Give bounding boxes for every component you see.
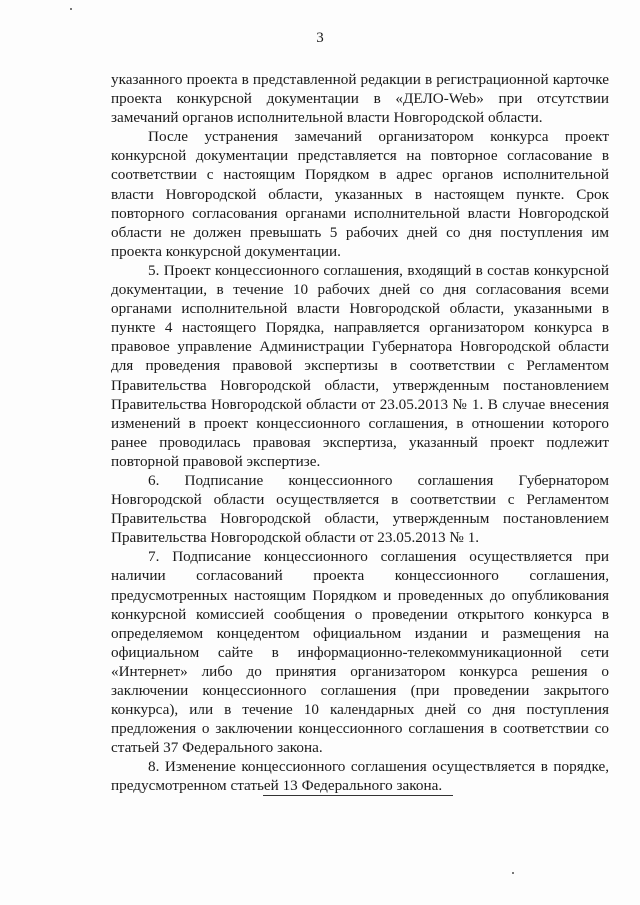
scan-speck: [70, 8, 72, 10]
paragraph-1: указанного проекта в представленной редакции в регистрационной карточке проекта конкурсной документации в «ДЕЛО-Web» при отсутствии замечаний органов исполнительной власти Новгородской области.: [111, 71, 609, 127]
page-number: 3: [316, 30, 324, 46]
scan-speck: [512, 872, 514, 874]
paragraph-item-7: 7. Подписание концессионного соглашения осуществляется при наличии согласований проекта концессионного соглашения, предусмотренных настоящим Порядком и проведенных до опубликования конкурсной комиссией сообщения о проведении открытого конкурса в определяемом концедентом официальном издании и размещения на официальном сайте в информационно-телекоммуникационной сети «Интернет» либо до принятия организатором конкурса решения о заключении концессионного соглашения (при проведении закрытого конкурса), или в течение 10 календарных дней со дня поступления предложения о заключении концессионного соглашения в соответствии со статьей 37 Федерального закона.: [111, 548, 609, 757]
end-of-document-rule: [263, 795, 453, 796]
document-body: [111, 70, 609, 796]
paragraph-item-6: 6. Подписание концессионного соглашения Губернатором Новгородской области осуществляется в соответствии с Регламентом Правительства Новгородской области, утвержденным постановлением Правительства Новгородской области от 23.05.2013 № 1.: [111, 471, 609, 547]
paragraph-2: После устранения замечаний организатором конкурса проект конкурсной документации представляется на повторное согласование в соответствии с настоящим Порядком в адрес органов исполнительной власти Новгородской области, указанных в настоящем пункте. Срок повторного согласования органами исполнительной власти Новгородской области не должен превышать 5 рабочих дней со дня поступления им проекта конкурсной документации.: [111, 128, 609, 260]
paragraph-item-5: 5. Проект концессионного соглашения, входящий в состав конкурсной документации, в течение 10 рабочих дней со дня согласования всеми органами исполнительной власти Новгородской области, указанными в пункте 4 настоящего Порядка, направляется организатором конкурса в правовое управление Администрации Губернатора Новгородской области для проведения правовой экспертизы в соответствии с Регламентом Правительства Новгородской области, утвержденным постановлением Правительства Новгородской области от 23.05.2013 № 1. В случае внесения изменений в проект концессионного соглашения, в отношении которого ранее проводилась правовая экспертиза, указанный проект подлежит повторной правовой экспертизе.: [111, 261, 609, 470]
paragraph-item-8: 8. Изменение концессионного соглашения осуществляется в порядке, предусмотренном статьей 13 Федерального закона.: [111, 758, 609, 795]
